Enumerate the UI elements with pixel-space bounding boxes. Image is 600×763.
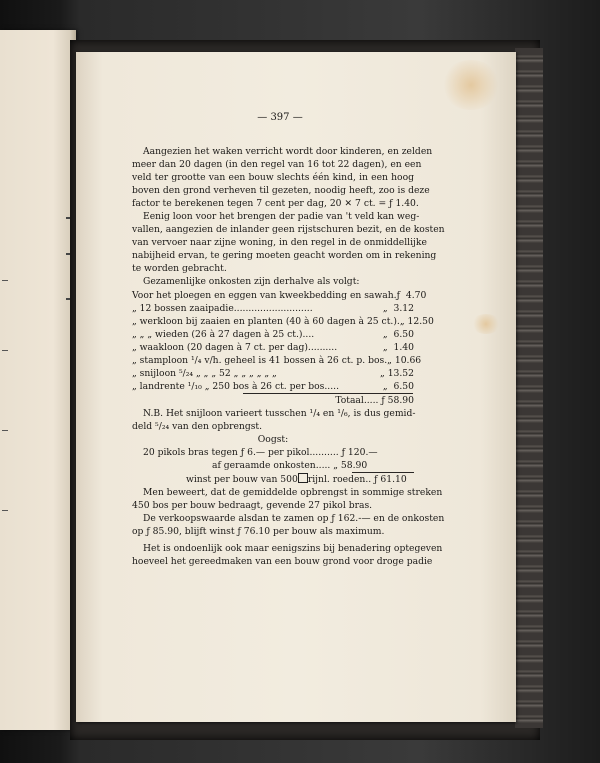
page-tick [66, 217, 70, 219]
currency-mark: „ [399, 315, 405, 327]
text-line: hoeveel het gereedmaken van een bouw grond voor droge padie [132, 556, 433, 568]
cost-label: „ stamploon ¹/₄ v/h. geheel is 41 bossen à 26 ct. p. bos. [132, 354, 388, 366]
cost-label: „ waakloon (20 dagen à 7 ct. per dag).......... [132, 341, 338, 353]
cost-label: „ „ „ wieden (26 à 27 dagen à 25 ct.).... [132, 328, 315, 340]
page-text [132, 145, 445, 569]
currency-mark: ƒ [396, 289, 400, 301]
margin-mark [2, 430, 8, 431]
text-line: op ƒ 85.90, blijft winst ƒ 76.10 per bouw als maximum. [132, 526, 385, 538]
square-symbol [298, 473, 308, 483]
text-line: factor te berekenen tegen 7 cent per dag, 20 ✕ 7 ct. = ƒ 1.40. [132, 198, 419, 210]
cost-amount: 10.66 [394, 354, 422, 366]
cost-row [132, 302, 414, 315]
currency-mark: „ [382, 341, 388, 353]
text-line: vallen, aangezien de inlander geen rijstschuren bezit, en de kosten [132, 224, 445, 236]
cost-table [132, 289, 434, 393]
cost-amount: 13.52 [387, 367, 414, 379]
text-line: nabijheid ervan, te gering moeten geacht worden om in rekening [132, 250, 437, 262]
text-line: Gezamenlijke onkosten zijn derhalve als volgt: [143, 276, 360, 288]
section-heading: Oogst: [257, 434, 289, 446]
cost-amount: 4.70 [405, 289, 427, 301]
cost-row [132, 354, 422, 367]
cost-row [132, 380, 414, 393]
text-line: N.B. Het snijloon varieert tusschen ¹/₄ en ¹/₆, is dus gemid- [143, 407, 416, 419]
cost-amount: 12.50 [407, 315, 434, 327]
text-line: Eenig loon voor het brengen der padie van 't veld kan weg- [143, 211, 420, 223]
margin-mark [2, 350, 8, 351]
harvest-line: 20 pikols bras tegen ƒ 6.— per pikol.......... ƒ 120.— [143, 447, 378, 459]
cost-amount: 1.40 [393, 341, 414, 353]
text-line: De verkoopswaarde alsdan te zamen op ƒ 162.-— en de onkosten [143, 513, 445, 525]
currency-mark: „ [380, 367, 385, 379]
total-line: Totaal..... ƒ 58.90 [335, 394, 414, 406]
text-line: van vervoer naar zijne woning, in den regel in de onmiddellijke [132, 237, 427, 249]
foxing-stain [471, 314, 501, 334]
cost-row [132, 341, 414, 354]
profit-line [132, 473, 414, 486]
cost-label: „ 12 bossen zaaipadie........................... [132, 302, 313, 314]
text-line: 450 bos per bouw bedraagt, gevende 27 pikol bras. [132, 500, 373, 512]
text-line: te worden gebracht. [132, 263, 227, 275]
cost-amount: 6.50 [393, 328, 414, 340]
currency-mark: „ [382, 328, 388, 340]
page-number: — 397 — [257, 112, 303, 123]
cost-label: „ snijloon ⁵/₂₄ „ „ „ 52 „ „ „ „ „ „ [132, 367, 277, 379]
margin-mark [2, 510, 8, 511]
currency-mark: „ [387, 354, 392, 366]
foxing-stain [441, 60, 501, 110]
cost-row [132, 289, 427, 302]
cost-row [132, 315, 434, 328]
text-line: Aangezien het waken verricht wordt door kinderen, en zelden [143, 146, 433, 157]
text-line: Het is ondoenlijk ook maar eenigszins bij benadering optegeven [143, 543, 443, 555]
margin-mark [2, 280, 8, 281]
currency-mark: „ [382, 302, 388, 314]
text-line: boven den grond verheven til gezeten, noodig heeft, zoo is deze [132, 185, 430, 197]
cost-label: Voor het ploegen en eggen van kweekbedding en sawah. [132, 289, 397, 301]
harvest-line: af geraamde onkosten..... „ 58.90 [212, 460, 368, 472]
cost-label: „ werkloon bij zaaien en planten (40 à 60 dagen à 25 ct.). [132, 315, 400, 327]
profit-amount: rijnl. roeden.. ƒ 61.10 [307, 474, 407, 486]
currency-mark: „ [382, 380, 388, 392]
text-line: Men beweert, dat de gemiddelde opbrengst in sommige streken [143, 487, 443, 499]
text-line: veld ter grootte van een bouw slechts één kind, in een hoog [132, 172, 414, 184]
cost-label: „ landrente ¹/₁₀ „ 250 bos à 26 ct. per bos..... [132, 380, 339, 392]
text-line: deld ⁵/₂₄ van den opbrengst. [132, 420, 263, 432]
cost-amount: 6.50 [393, 380, 414, 392]
left-page-edge [0, 30, 76, 730]
marbled-edge [515, 48, 543, 728]
profit-label: winst per bouw van 500 [186, 474, 298, 486]
cost-row [132, 328, 414, 341]
cost-row [132, 367, 414, 380]
text-line: meer dan 20 dagen (in den regel van 16 tot 22 dagen), en een [132, 159, 422, 171]
page-tick [66, 253, 70, 255]
page-tick [66, 298, 70, 300]
cost-amount: 3.12 [393, 302, 414, 314]
